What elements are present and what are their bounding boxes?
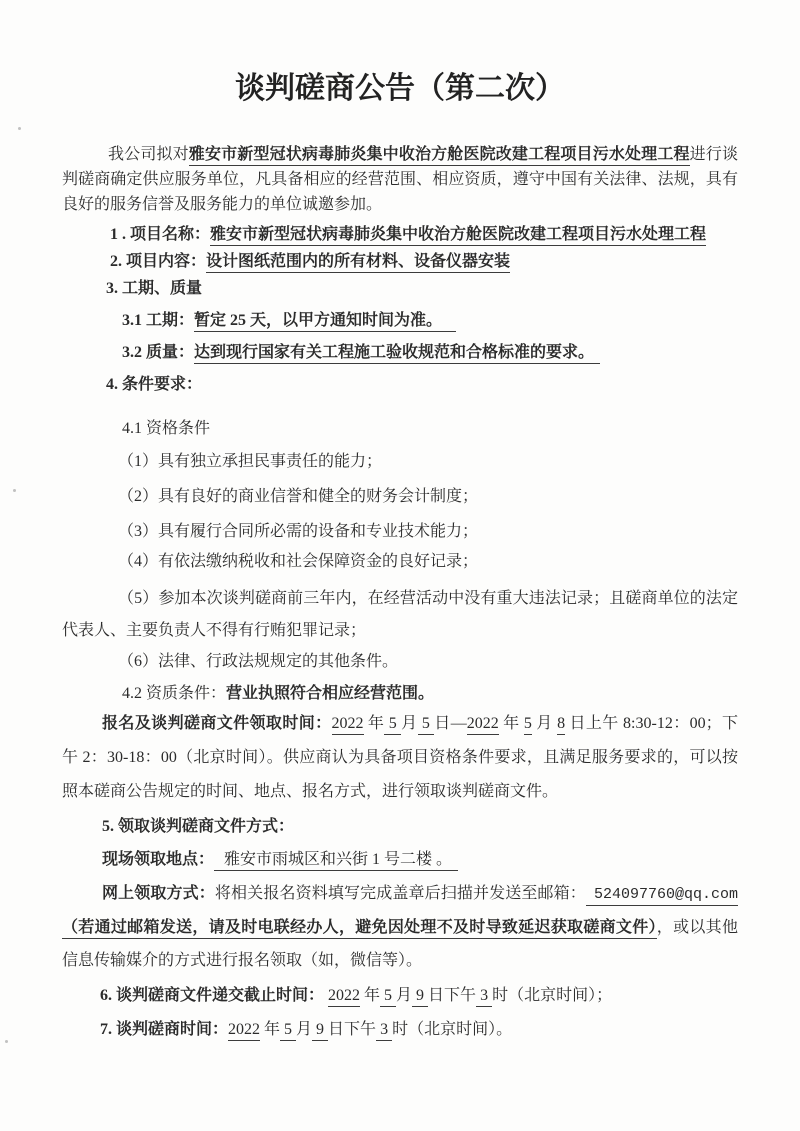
item-2-label: 2. 项目内容： (110, 253, 207, 270)
email-address: 524097760@qq.com (586, 886, 738, 906)
deadline-day: 9 (412, 987, 428, 1007)
deadline-year: 2022 (328, 987, 360, 1007)
deadline-sep: 日下午 (428, 987, 477, 1004)
scan-speck (18, 127, 21, 130)
receipt-time-paragraph (62, 707, 738, 809)
item-3-1-duration (62, 307, 738, 334)
receipt-sep: 年 (363, 715, 385, 732)
negotiation-sep: 年 (260, 1021, 281, 1038)
item-1-value: 雅安市新型冠状病毒肺炎集中收治方舱医院改建工程项目污水处理工程 (210, 226, 706, 246)
deadline-month: 5 (380, 987, 396, 1007)
deadline-hour: 3 (476, 987, 492, 1007)
qualification-value: 营业执照符合相应经营范围。 (226, 685, 435, 702)
condition-5: （5）参加本次谈判磋商前三年内，在经营活动中没有重大违法记录；且磋商单位的法定代表人、主要负责人不得有行贿犯罪记录； (62, 590, 738, 639)
onsite-pickup-label: 现场领取地点： (102, 851, 215, 868)
onsite-pickup-address: 雅安市雨城区和兴街 1 号二楼 。 (214, 851, 458, 871)
condition-2: （2）具有良好的商业信誉和健全的财务会计制度； (118, 488, 479, 505)
receipt-time-label: 报名及谈判磋商文件领取时间： (102, 715, 332, 732)
item-2-value: 设计图纸范围内的所有材料、设备仪器安装 (206, 253, 510, 273)
receipt-month-2: 5 (524, 715, 532, 735)
qualification-label: 4.2 资质条件： (122, 685, 227, 702)
item-1-label: 1 . 项目名称： (110, 226, 211, 243)
receipt-sep: 月 (531, 715, 558, 732)
page-title: 谈判磋商公告（第二次） (235, 72, 565, 105)
receipt-year-1: 2022 (332, 715, 364, 735)
item-4-1-heading: 4.1 资格条件 (122, 420, 211, 437)
duration-label: 3.1 工期： (122, 312, 195, 329)
item-7-negotiation-time (62, 1016, 738, 1043)
after-note: ，或以 (656, 919, 706, 936)
deadline-sep: 月 (396, 987, 413, 1004)
intro-lead: 我公司拟对 (108, 146, 189, 163)
intro-paragraph (62, 142, 738, 217)
deadline-tail: 时（北京时间）； (492, 987, 613, 1004)
online-pickup-label: 网上领取方式： (102, 885, 215, 902)
quality-label: 3.2 质量： (122, 344, 195, 361)
receipt-sep: 日— (434, 715, 467, 732)
item-2-project-content (62, 248, 738, 275)
negotiation-time-label: 7. 谈判磋商时间： (100, 1021, 229, 1038)
negotiation-month: 5 (280, 1021, 296, 1041)
item-6-deadline (62, 982, 738, 1009)
project-name-underlined: 雅安市新型冠状病毒肺炎集中收治方舱医院改建工程项目污水处理工程 (189, 146, 690, 166)
receipt-sep: 月 (401, 715, 418, 732)
item-3-heading: 3. 工期、质量 (106, 280, 203, 297)
deadline-sep: 年 (360, 987, 381, 1004)
negotiation-sep: 日下午 (328, 1021, 377, 1038)
condition-1: （1）具有独立承担民事责任的能力； (118, 453, 383, 470)
online-pickup-text: 将相关报名资料填写完成盖章后扫描并发送至邮箱： (214, 885, 586, 902)
negotiation-tail: 时（北京时间）。 (392, 1021, 513, 1038)
condition-3: （3）具有履行合同所必需的设备和专业技术能力； (118, 523, 479, 540)
condition-6: （6）法律、行政法规规定的其他条件。 (118, 653, 399, 670)
receipt-month-1: 5 (384, 715, 401, 735)
email-note: （若通过邮箱发送，请及时电联经办人，避免因处理不及时导致延迟获取磋商文件） (62, 919, 657, 939)
deadline-label: 6. 谈判磋商文件递交截止时间： (100, 987, 325, 1004)
duration-value: 暂定 25 天，以甲方通知时间为准。 (194, 312, 456, 332)
negotiation-sep: 月 (296, 1021, 313, 1038)
item-1-project-name (62, 221, 738, 248)
item-3-2-quality (62, 339, 738, 366)
receipt-sep: 年 (498, 715, 524, 732)
negotiation-day: 9 (312, 1021, 328, 1041)
other-channels: 其他信息传输媒介的方式进行报名领取（如，微信等）。 (62, 919, 738, 969)
onsite-pickup-line (62, 846, 738, 873)
scan-speck (5, 1040, 8, 1043)
scan-speck (13, 489, 16, 492)
receipt-year-2: 2022 (467, 715, 499, 735)
receipt-day-1: 5 (418, 715, 435, 735)
receipt-day-2: 8 (557, 715, 565, 735)
negotiation-year: 2022 (228, 1021, 260, 1041)
item-5-heading: 5. 领取谈判磋商文件方式： (102, 818, 295, 835)
condition-4: （4）有依法缴纳税收和社会保障资金的良好记录； (118, 553, 479, 570)
quality-value: 达到现行国家有关工程施工验收规范和合格标准的要求。 (194, 344, 600, 364)
intro-rest: 进行谈判磋商确定供应服务单位，凡具备相应的经营范围、相应资质，遵守中国有关法律、法规，具有良好的服务信誉及服务能力的单位诚邀参加。 (62, 146, 738, 213)
item-4-heading: 4. 条件要求： (106, 376, 203, 393)
online-pickup-paragraph (62, 877, 738, 977)
item-4-2-qualification (62, 680, 738, 707)
negotiation-hour: 3 (376, 1021, 392, 1041)
receipt-tail: 日上午 8:30-12：00；下午 2：30-18：00（北京时间）。供应商认为具备项目资格条件要求，且满足服务要求的，可以按照本磋商公告规定的时间、地点、报名方式，进行领取谈判磋商文件。 (62, 715, 738, 800)
